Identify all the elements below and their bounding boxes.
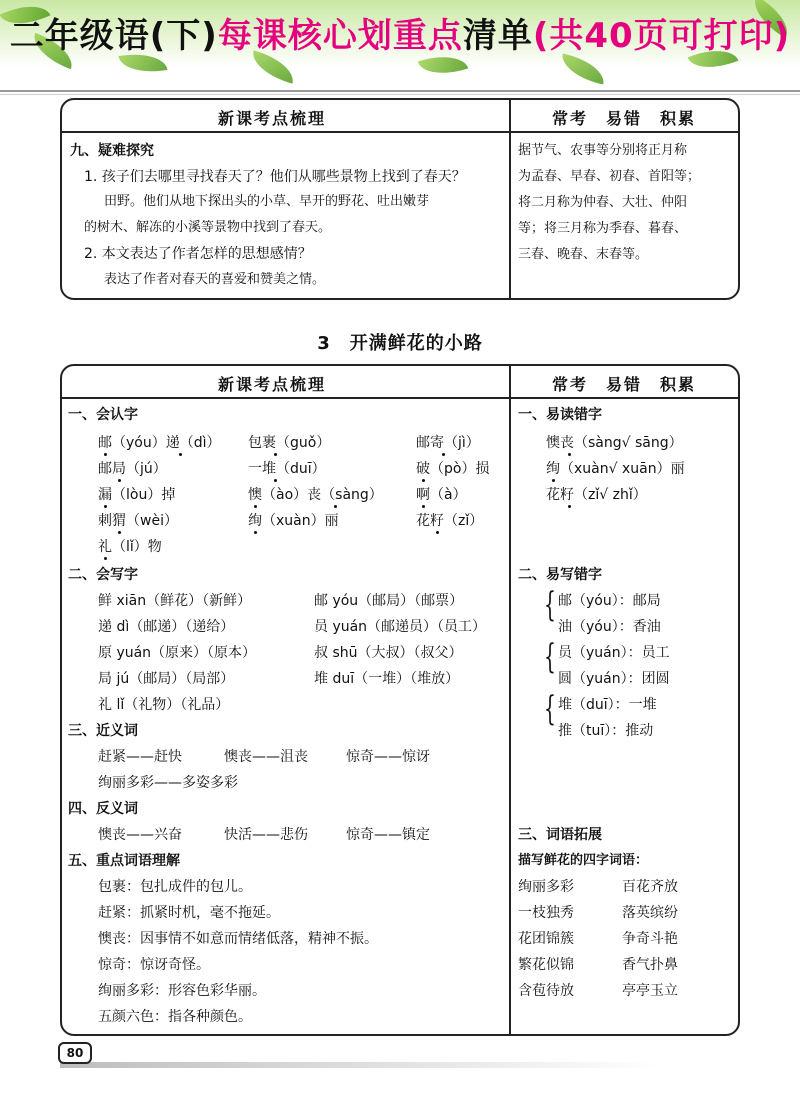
- word-item: 啊（à）: [416, 487, 467, 503]
- word-item: 包裹（guǒ）: [248, 435, 331, 451]
- emphasis-dot: [179, 453, 182, 456]
- miswrite-item: 邮（yóu）：邮局: [558, 593, 661, 609]
- synonym-pair: 惊奇——惊讶: [346, 749, 430, 765]
- word-item: 绚（xuàn）丽: [248, 513, 339, 529]
- section-title: 三、近义词: [68, 723, 138, 739]
- emphasis-dot: [334, 505, 337, 508]
- word-item: 邮局（jú）: [98, 461, 167, 477]
- question: 1. 孩子们去哪里寻找春天了？他们从哪些景物上找到了春天？: [84, 169, 466, 185]
- brace: {: [544, 585, 556, 625]
- page-bar: [60, 1062, 660, 1068]
- definition: 惊奇：惊讶奇怪。: [98, 957, 210, 973]
- write-item: 礼 lǐ（礼物）（礼品）: [98, 697, 230, 713]
- write-item: 叔 shū（大叔）（叔父）: [314, 645, 463, 661]
- definition: 赶紧：抓紧时机，毫不拖延。: [98, 905, 280, 921]
- section-title: 五、重点词语理解: [68, 853, 180, 869]
- synonym-pair: 赶紧——赶快: [98, 749, 182, 765]
- write-item: 堆 duī（一堆）（堆放）: [314, 671, 460, 687]
- note-line: 等；将三月称为季春、暮春、: [518, 221, 688, 236]
- definition: 懊丧：因事情不如意而情绪低落，精神不振。: [98, 931, 378, 947]
- emphasis-dot: [118, 531, 121, 534]
- miswrite-item: 堆（duī）：一堆: [558, 697, 657, 713]
- write-item: 局 jú（邮局）（局部）: [98, 671, 235, 687]
- write-item: 原 yuán（原来）（原本）: [98, 645, 257, 661]
- antonym-pair: 惊奇——镇定: [346, 827, 430, 843]
- header-left-title: 新课考点梳理: [218, 375, 327, 394]
- word-item: 一堆（duī）: [248, 461, 326, 477]
- miswrite-item: 油（yóu）：香油: [558, 619, 661, 635]
- emphasis-dot: [254, 531, 257, 534]
- emphasis-dot: [568, 453, 571, 456]
- emphasis-dot: [254, 505, 257, 508]
- section-title: 三、词语拓展: [518, 827, 602, 843]
- synonym-pair: 懊丧——沮丧: [224, 749, 308, 765]
- synonym-pair: 绚丽多彩——多姿多彩: [98, 775, 238, 791]
- banner: [0, 0, 800, 86]
- emphasis-dot: [274, 453, 277, 456]
- phrase: 繁花似锦: [518, 957, 574, 973]
- phrase: 花团锦簇: [518, 931, 574, 947]
- divider: [0, 94, 800, 95]
- word-item: 邮（yóu）递（dì）: [98, 435, 221, 451]
- emphasis-dot: [104, 557, 107, 560]
- misread-item: 懊丧（sàng√ sāng）: [546, 435, 683, 451]
- write-item: 鲜 xiān（鲜花）（新鲜）: [98, 593, 252, 609]
- answer: 的树木、解冻的小溪等景物中找到了春天。: [84, 220, 332, 235]
- review-box-1: [60, 98, 740, 300]
- emphasis-dot: [422, 479, 425, 482]
- phrase: 香气扑鼻: [622, 957, 678, 973]
- section-title: 四、反义词: [68, 801, 138, 817]
- leaf-decoration: [558, 53, 608, 84]
- header-right-title: 常考 易错 积累: [552, 375, 697, 394]
- banner-part: 每课核心划重点: [217, 16, 463, 56]
- word-item: 懊（ào）丧（sàng）: [248, 487, 383, 503]
- banner-title: [0, 8, 800, 57]
- emphasis-dot: [552, 479, 555, 482]
- divider: [0, 90, 800, 92]
- note-line: 据节气、农事等分别将正月称: [518, 143, 688, 158]
- emphasis-dot: [568, 505, 571, 508]
- note-line: 将二月称为仲春、大壮、仲阳: [518, 195, 688, 210]
- banner-part: 清单: [462, 16, 533, 56]
- column-divider: [509, 100, 511, 298]
- phrase: 含苞待放: [518, 983, 574, 999]
- word-item: 刺猬（wèi）: [98, 513, 178, 529]
- page-number: 80: [58, 1042, 92, 1064]
- word-item: 漏（lòu）掉: [98, 487, 176, 503]
- note-line: 三春、晚春、末春等。: [518, 247, 649, 262]
- header-right-title: 常考 易错 积累: [552, 109, 697, 128]
- brace: {: [544, 637, 556, 677]
- emphasis-dot: [422, 505, 425, 508]
- review-box-2: [60, 364, 740, 1036]
- write-item: 邮 yóu（邮局）（邮票）: [314, 593, 464, 609]
- antonym-pair: 懊丧——兴奋: [98, 827, 182, 843]
- emphasis-dot: [104, 505, 107, 508]
- lesson-title: 3 开满鲜花的小路: [317, 333, 483, 354]
- subsection-title: 描写鲜花的四字词语：: [518, 853, 649, 868]
- miswrite-item: 推（tuī）：推动: [558, 723, 654, 739]
- emphasis-dot: [442, 453, 445, 456]
- write-item: 递 dì（邮递）（递给）: [98, 619, 235, 635]
- banner-part: 二年级语(下): [9, 16, 218, 56]
- word-item: 礼（lǐ）物: [98, 539, 162, 555]
- emphasis-dot: [436, 531, 439, 534]
- emphasis-dot: [118, 479, 121, 482]
- question: 2. 本文表达了作者怎样的思想感情？: [84, 246, 312, 262]
- definition: 五颜六色：指各种颜色。: [98, 1009, 252, 1025]
- section-title: 二、会写字: [68, 567, 138, 583]
- misread-item: 花籽（zǐ√ zhǐ）: [546, 487, 647, 503]
- answer: 表达了作者对春天的喜爱和赞美之情。: [104, 272, 326, 287]
- note-line: 为孟春、早春、初春、首阳等；: [518, 169, 701, 184]
- word-item: 破（pò）损: [416, 461, 490, 477]
- brace: {: [544, 689, 556, 729]
- word-item: 邮寄（jì）: [416, 435, 480, 451]
- emphasis-dot: [274, 479, 277, 482]
- phrase: 一枝独秀: [518, 905, 574, 921]
- banner-part: (共40页可打印): [532, 16, 791, 56]
- section-title: 一、会认字: [68, 407, 138, 423]
- emphasis-dot: [104, 453, 107, 456]
- phrase: 争奇斗艳: [622, 931, 678, 947]
- definition: 绚丽多彩：形容色彩华丽。: [98, 983, 266, 999]
- header-left-title: 新课考点梳理: [218, 109, 327, 128]
- word-item: 花籽（zǐ）: [416, 513, 484, 529]
- answer: 田野。他们从地下探出头的小草、早开的野花、吐出嫩芽: [104, 194, 430, 209]
- section-title: 二、易写错字: [518, 567, 602, 583]
- phrase: 亭亭玉立: [622, 983, 678, 999]
- section-title: 九、疑难探究: [70, 143, 154, 159]
- misread-item: 绚（xuàn√ xuān）丽: [546, 461, 685, 477]
- phrase: 百花齐放: [622, 879, 678, 895]
- column-divider: [509, 366, 511, 1034]
- section-title: 一、易读错字: [518, 407, 602, 423]
- antonym-pair: 快活——悲伤: [224, 827, 308, 843]
- miswrite-item: 圆（yuán）：团圆: [558, 671, 670, 687]
- box-header: [62, 366, 738, 399]
- miswrite-item: 员（yuán）：员工: [558, 645, 670, 661]
- phrase: 绚丽多彩: [518, 879, 574, 895]
- box-header: [62, 100, 738, 133]
- definition: 包裹：包扎成件的包儿。: [98, 879, 252, 895]
- write-item: 员 yuán（邮递员）（员工）: [314, 619, 487, 635]
- phrase: 落英缤纷: [622, 905, 678, 921]
